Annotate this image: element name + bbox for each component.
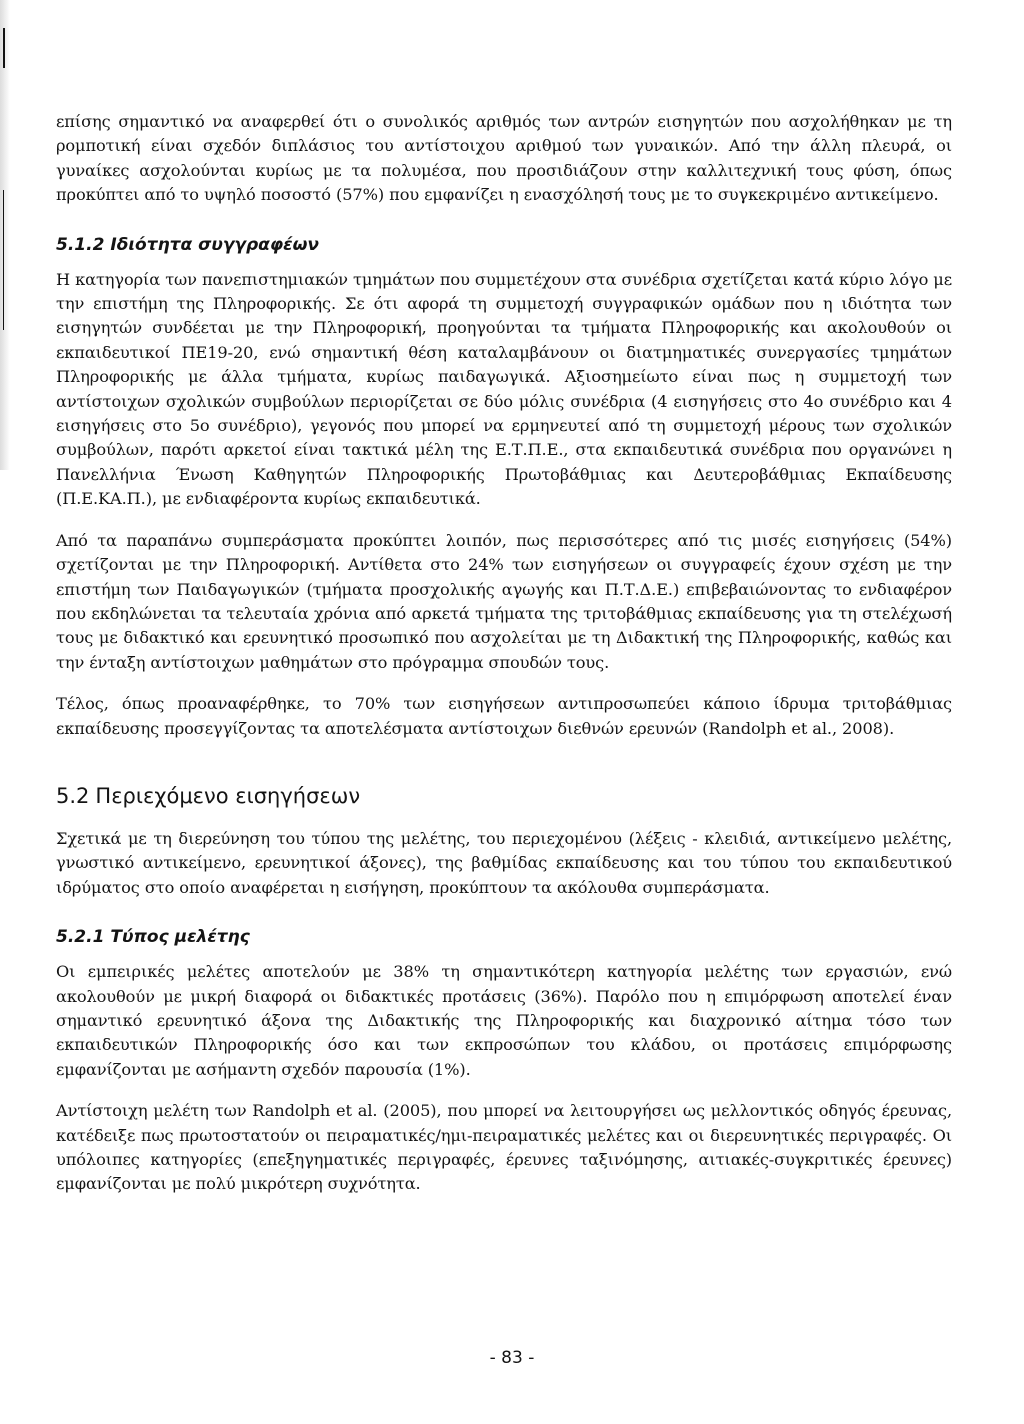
paragraph-2: Η κατηγορία των πανεπιστημιακών τμημάτων που συμμετέχουν στα συνέδρια σχετίζεται κατά κύριο λόγο με την επιστήμη της Πληροφορικής. Σε ότι αφορά τη συμμετοχή συγγραφικών ομάδων που η ιδιότητα των εισηγητών συνδέεται με την Πληροφορική, προηγούνται τα τμήματα Πληροφορικής και ακολουθούν οι εκπαιδευτικοί ΠΕ19-20, ενώ σημαντική θέση καταλαμβάνουν οι διατμηματικές συνεργασίες τμημάτων Πληροφορικής με άλλα τμήματα, κυρίως παιδαγωγικά. Αξιοσημείωτο είναι πως η συμμετοχή των αντίστοιχων σχολικών συμβούλων περιορίζεται σε δύο μόλις συνέδρια (4 εισηγήσεις στο 4ο συνέδριο και 4 εισηγήσεις στο 5ο συνέδριο), γεγονός που μπορεί να ερμηνευτεί από τη συμμετοχή μέρους των σχολικών συμβούλων, παρότι αρκετοί είναι τακτικά μέλη της Ε.Τ.Π.Ε., στα εκπαιδευτικά συνέδρια που οργανώνει η Πανελλήνια Ένωση Καθηγητών Πληροφορικής Πρωτοβάθμιας και Δευτεροβάθμιας Εκπαίδευσης (Π.Ε.ΚΑ.Π.), με ενδιαφέροντα κυρίως εκπαιδευτικά. bbox=[56, 269, 952, 509]
section-title: Τύπος μελέτης bbox=[110, 927, 250, 948]
paragraph-3: Από τα παραπάνω συμπεράσματα προκύπτει λοιπόν, πως περισσότερες από τις μισές εισηγήσεις (54%) σχετίζονται με την Πληροφορική. Αντίθετα στο 24% των εισηγήσεων οι συγγραφείς έχουν σχέση με την επιστήμη των Παιδαγωγικών (τμήματα προσχολικής αγωγής και Π.Τ.Δ.Ε.) επιβεβαιώνοντας το ενδιαφέρον που εκδηλώνεται τα τελευταία χρόνια από αρκετά τμήματα της τριτοβάθμιας εκπαίδευσης για τη στελέχωσή τους με διδακτικό και ερευνητικό προσωπικό που ασχολείται με τη Διδακτική της Πληροφορικής, καθώς και την ένταξη αντίστοιχων μαθημάτων στο πρόγραμμα σπουδών τους. bbox=[56, 530, 952, 672]
section-number: 5.1.2 bbox=[56, 234, 105, 255]
paragraph-5: Σχετικά με τη διερεύνηση του τύπου της μελέτης, του περιεχομένου (λέξεις - κλειδιά, αντικείμενο μελέτης, γνωστικό αντικείμενο, ερευνητικοί άξονες), της βαθμίδας εκπαίδευσης και του τύπου του εκπαιδευτικού ιδρύματος στο οποίο αναφέρεται η εισήγηση, προκύπτουν τα ακόλουθα συμπεράσματα. bbox=[56, 828, 952, 897]
scan-edge bbox=[0, 0, 10, 470]
scan-mark-mid bbox=[3, 190, 4, 330]
paragraph-4: Τέλος, όπως προαναφέρθηκε, το 70% των εισηγήσεων αντιπροσωπεύει κάποιο ίδρυμα τριτοβάθμιας εκπαίδευσης προσεγγίζοντας τα αποτελέσματα αντίστοιχων διεθνών ερευνών (Randolph et al., 2008). bbox=[56, 694, 952, 738]
page-number: - 83 - bbox=[489, 1348, 535, 1368]
section-heading-5-2 bbox=[56, 783, 952, 809]
paragraph-6: Οι εμπειρικές μελέτες αποτελούν με 38% τη σημαντικότερη κατηγορία μελέτης των εργασιών, ενώ ακολουθούν με μικρή διαφορά οι διδακτικές προτάσεις (36%). Παρόλο που η επιμόρφωση αποτελεί έναν σημαντικό ερευνητικό άξονα της Διδακτικής της Πληροφορικής και διαχρονικό αίτημα τόσο των εκπαιδευτικών Πληροφορικής όσο και των εκπροσώπων του κλάδου, οι προτάσεις επιμόρφωσης εμφανίζονται με ασήμαντη σχεδόν παρουσία (1%). bbox=[56, 962, 952, 1079]
scan-mark-top bbox=[3, 28, 5, 68]
paragraph-7: Αντίστοιχη μελέτη των Randolph et al. (2005), που μπορεί να λειτουργήσει ως μελλοντικός οδηγός έρευνας, κατέδειξε πως πρωτοστατούν οι πειραματικές/ημι-πειραματικές μελέτες και οι διερευνητικές περιγραφές. Οι υπόλοιπες κατηγορίες (επεξηγηματικές περιγραφές, έρευνες ταξινόμησης, αιτιακές-συγκριτικές έρευνες) εμφανίζονται με πολύ μικρότερη συχνότητα. bbox=[56, 1101, 952, 1194]
paragraph-1: επίσης σημαντικό να αναφερθεί ότι ο συνολικός αριθμός των αντρών εισηγητών που ασχολήθηκαν με τη ρομποτική είναι σχεδόν διπλάσιος του αντίστοιχου αριθμού των γυναικών. Από την άλλη πλευρά, οι γυναίκες ασχολούνται κυρίως με τα πολυμέσα, που προσιδιάζουν στην καλλιτεχνική τους φύση, όπως προκύπτει από το υψηλό ποσοστό (57%) που εμφανίζει η ενασχόλησή τους με το συγκεκριμένο αντικείμενο. bbox=[56, 112, 952, 205]
document-page bbox=[56, 110, 952, 1197]
section-number: 5.2 bbox=[56, 783, 90, 808]
section-heading-5-2-1 bbox=[56, 926, 952, 948]
section-title: Περιεχόμενο εισηγήσεων bbox=[95, 783, 361, 808]
section-heading-5-1-2 bbox=[56, 234, 952, 256]
section-number: 5.2.1 bbox=[56, 927, 105, 948]
section-title: Ιδιότητα συγγραφέων bbox=[110, 234, 319, 255]
